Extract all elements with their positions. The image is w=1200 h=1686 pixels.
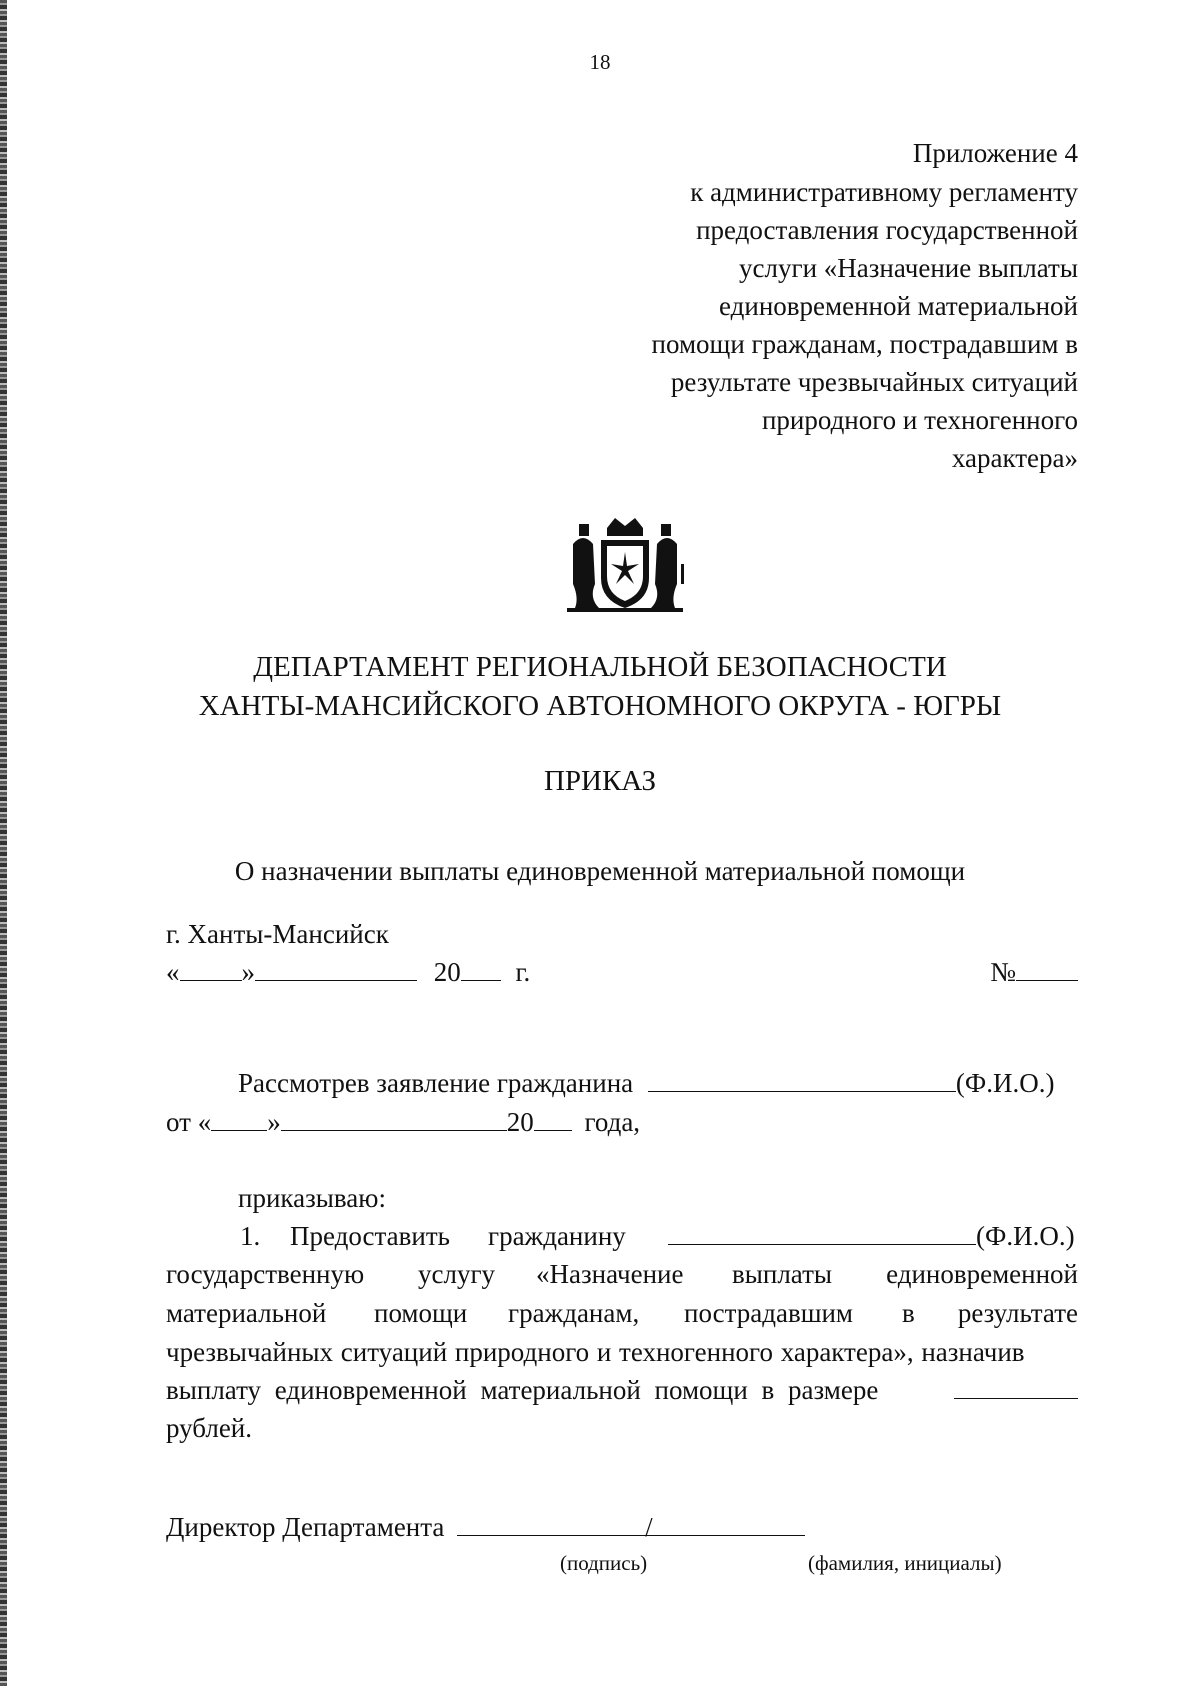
caption-name: (фамилия, инициалы) bbox=[808, 1551, 1002, 1575]
app-year-prefix: 20 bbox=[506, 1107, 534, 1137]
appendix-line-9: характера» bbox=[951, 443, 1078, 473]
signature-line: Директор Департамента / bbox=[166, 1511, 805, 1543]
appendix-line-8: природного и техногенного bbox=[761, 405, 1078, 435]
number-blank[interactable] bbox=[1016, 956, 1078, 981]
appendix-line-4: услуги «Назначение выплаты bbox=[739, 253, 1078, 283]
date-line bbox=[166, 956, 530, 988]
fio-label: (Ф.И.О.) bbox=[955, 1068, 1055, 1098]
doc-number bbox=[990, 956, 1078, 988]
coat-of-arms-icon bbox=[565, 514, 685, 614]
item1-l2-w2: услугу bbox=[418, 1259, 496, 1289]
month-blank[interactable] bbox=[255, 956, 417, 981]
scan-edge bbox=[0, 0, 7, 1686]
item1-l2-w4: выплаты bbox=[732, 1259, 833, 1289]
item1-l3-w2: помощи bbox=[374, 1298, 468, 1328]
item1-l2-w1: государственную bbox=[166, 1259, 365, 1289]
app-year-suffix: года, bbox=[584, 1107, 641, 1137]
app-year-blank[interactable] bbox=[534, 1106, 572, 1131]
close-quote: » bbox=[241, 957, 255, 987]
item1-line-4: чрезвычайных ситуаций природного и техногенного характера», назначив bbox=[166, 1337, 1025, 1367]
year-suffix: г. bbox=[515, 957, 531, 987]
considered-text: Рассмотрев заявление гражданина bbox=[238, 1068, 634, 1098]
item1-l2-w3: «Назначение bbox=[536, 1259, 684, 1289]
appendix-line-1: Приложение 4 bbox=[912, 138, 1078, 168]
day-blank[interactable] bbox=[180, 956, 242, 981]
place: г. Ханты-Мансийск bbox=[166, 919, 389, 949]
app-close-quote: » bbox=[267, 1107, 281, 1137]
item1-name-blank[interactable] bbox=[668, 1220, 976, 1245]
signature-blank[interactable] bbox=[457, 1511, 805, 1536]
number-sign: № bbox=[990, 957, 1016, 987]
department-line-2: ХАНТЫ-МАНСИЙСКОГО АВТОНОМНОГО ОКРУГА - ЮГРЫ bbox=[198, 690, 1002, 722]
appendix-line-5: единовременной материальной bbox=[719, 291, 1078, 321]
appendix-line-2: к административному регламенту bbox=[690, 177, 1078, 207]
item1-line-6: рублей. bbox=[166, 1413, 253, 1443]
open-quote: « bbox=[166, 957, 180, 987]
item1-fio-line bbox=[668, 1220, 1075, 1252]
app-day-blank[interactable] bbox=[211, 1106, 267, 1131]
year-blank[interactable] bbox=[461, 956, 501, 981]
page-number: 18 bbox=[589, 50, 611, 74]
appendix-line-6: помощи гражданам, пострадавшим в bbox=[651, 329, 1078, 359]
year-prefix: 20 bbox=[433, 957, 461, 987]
item1-l3-w1: материальной bbox=[166, 1298, 327, 1328]
item1-l3-w3: гражданам, bbox=[508, 1298, 640, 1328]
order-word: приказываю: bbox=[238, 1183, 386, 1213]
item1-l3-w4: пострадавшим bbox=[684, 1298, 854, 1328]
application-date-line bbox=[166, 1106, 640, 1138]
director-title: Директор Департамента bbox=[166, 1512, 445, 1542]
app-month-blank[interactable] bbox=[281, 1106, 507, 1131]
doc-type: ПРИКАЗ bbox=[543, 765, 657, 797]
from-text: от « bbox=[166, 1107, 212, 1137]
amount-blank[interactable] bbox=[954, 1374, 1078, 1399]
item1-l3-w5: в bbox=[902, 1298, 915, 1328]
item1-l3-w6: результате bbox=[957, 1298, 1078, 1328]
item1-provide: Предоставить bbox=[290, 1221, 450, 1251]
subject: О назначении выплаты единовременной материальной помощи bbox=[234, 856, 966, 886]
item1-line-5: выплату единовременной материальной помощи в размере bbox=[166, 1375, 879, 1405]
appendix-line-3: предоставления государственной bbox=[696, 215, 1078, 245]
item1-fio-label: (Ф.И.О.) bbox=[976, 1221, 1075, 1251]
caption-signature: (подпись) bbox=[560, 1551, 648, 1575]
department-line-1: ДЕПАРТАМЕНТ РЕГИОНАЛЬНОЙ БЕЗОПАСНОСТИ bbox=[253, 651, 947, 683]
considered-line bbox=[238, 1067, 1054, 1099]
item1-citizen: гражданину bbox=[488, 1221, 626, 1251]
item1-l2-w5: единовременной bbox=[886, 1259, 1078, 1289]
item1-number: 1. bbox=[240, 1221, 261, 1251]
appendix-line-7: результате чрезвычайных ситуаций bbox=[670, 367, 1078, 397]
amount-blank-wrap bbox=[954, 1374, 1078, 1406]
citizen-name-blank[interactable] bbox=[648, 1067, 956, 1092]
